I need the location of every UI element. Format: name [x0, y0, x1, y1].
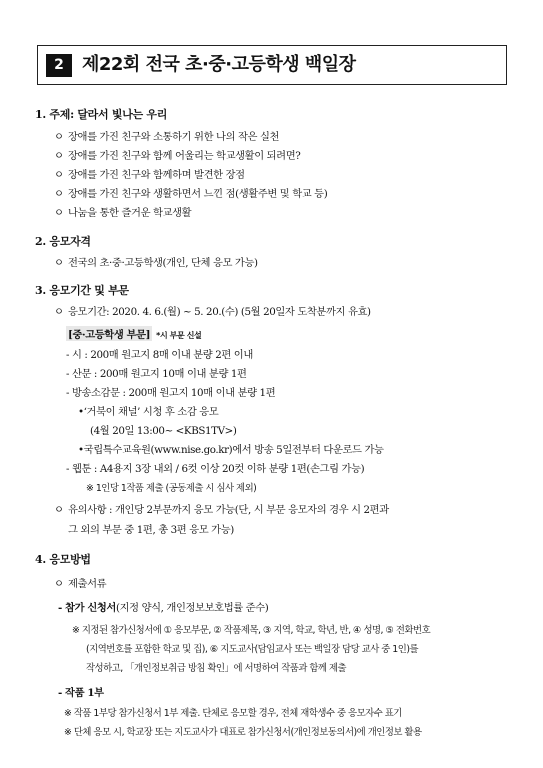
- broadcast-schedule: (4월 20일 13:00~ <KBS1TV>): [90, 425, 237, 437]
- section-4-title: 4. 응모방법: [35, 553, 91, 566]
- circle-bullet-icon: ㅇ: [54, 504, 64, 516]
- circle-bullet-icon: ㅇ: [54, 188, 64, 200]
- broadcast-bullet-2: •국립특수교육원(www.nise.go.kr)에서 방송 5일전부터 다운로드 가능: [78, 444, 384, 456]
- section-header: [37, 45, 507, 85]
- work-note-2: ※ 단체 응모 시, 학교장 또는 지도교사가 대표로 참가신청서(개인정보동의서)에 개인정보 활용: [64, 727, 422, 738]
- list-item: ㅇ 장애를 가진 친구와 소통하기 위한 나의 작은 실천: [54, 128, 279, 143]
- form-note-3: 작성하고, 「개인정보취급 방침 확인」에 서명하여 작품과 함께 제출: [86, 663, 347, 674]
- circle-bullet-icon: ㅇ: [54, 131, 64, 143]
- list-item: ㅇ 장애를 가진 친구와 함께 어울리는 학교생활이 되려면?: [54, 147, 300, 162]
- form-note-2: (지역번호를 포함한 학교 및 집), ⑥ 지도교사(담임교사 또는 백일장 담당 교사 중 1인)를: [86, 644, 419, 655]
- form-note-1: ※ 지정된 참가신청서에 ① 응모부문, ② 작품제목, ③ 지역, 학교, 학년, 반, ④ 성명, ⑤ 전화번호: [72, 625, 431, 636]
- work-line: - 작품 1부: [58, 687, 104, 699]
- page-title: 제22회 전국 초·중·고등학생 백일장: [82, 54, 356, 75]
- circle-bullet-icon: ㅇ: [54, 257, 64, 269]
- list-item: ㅇ 나눔을 통한 즐거운 학교생활: [54, 204, 191, 219]
- section-2-title: 2. 응모자격: [35, 235, 91, 248]
- webtoon-line: - 웹툰 : A4용지 3장 내외 / 6컷 이상 20컷 이하 분량 1편(손그림 가능): [66, 463, 365, 475]
- poem-line: - 시 : 200매 원고지 8매 이내 분량 2편 이내: [66, 349, 253, 361]
- work-note-1: ※ 작품 1부당 참가신청서 1부 제출. 단체로 응모할 경우, 전체 재학생수 중 응모자수 표기: [64, 708, 402, 719]
- broadcast-bullet-1: •‘거북이 채널’ 시청 후 소감 응모: [78, 406, 219, 418]
- circle-bullet-icon: ㅇ: [54, 207, 64, 219]
- category-label: [중·고등학생 부문]: [66, 326, 152, 341]
- caution-line-1: ㅇ 유의사항 : 개인당 2부문까지 응모 가능(단, 시 부문 응모자의 경우 시 2편과: [54, 501, 389, 516]
- period-line: ㅇ 응모기간: 2020. 4. 6.(월) ~ 5. 20.(수) (5월 20일자 도착분까지 유효): [54, 303, 371, 318]
- list-item: ㅇ 장애를 가진 친구와 함께하며 발견한 장점: [54, 166, 245, 181]
- section-number-badge: 2: [46, 54, 72, 77]
- webtoon-note: ※ 1인당 1작품 제출 (공동제출 시 심사 제외): [86, 483, 257, 494]
- list-item: ㅇ 전국의 초·중·고등학생(개인, 단체 응모 가능): [54, 254, 258, 269]
- section-3-title: 3. 응모기간 및 부문: [35, 284, 129, 297]
- category-note: *시 부문 신설: [156, 331, 202, 340]
- docs-line: ㅇ 제출서류: [54, 575, 106, 590]
- form-line: - 참가 신청서(지정 양식, 개인정보보호법률 준수): [58, 602, 269, 614]
- category-heading: [66, 326, 201, 341]
- circle-bullet-icon: ㅇ: [54, 169, 64, 181]
- list-item: ㅇ 장애를 가진 친구와 생활하면서 느낀 점(생활주변 및 학교 등): [54, 185, 327, 200]
- circle-bullet-icon: ㅇ: [54, 578, 64, 590]
- caution-line-2: 그 외의 부문 중 1편, 총 3편 응모 가능): [68, 524, 234, 536]
- prose-line: - 산문 : 200매 원고지 10매 이내 분량 1편: [66, 368, 247, 380]
- circle-bullet-icon: ㅇ: [54, 306, 64, 318]
- circle-bullet-icon: ㅇ: [54, 150, 64, 162]
- broadcast-line: - 방송소감문 : 200매 원고지 10매 이내 분량 1편: [66, 387, 276, 399]
- section-1-title: 1. 주제: 달라서 빛나는 우리: [35, 108, 168, 121]
